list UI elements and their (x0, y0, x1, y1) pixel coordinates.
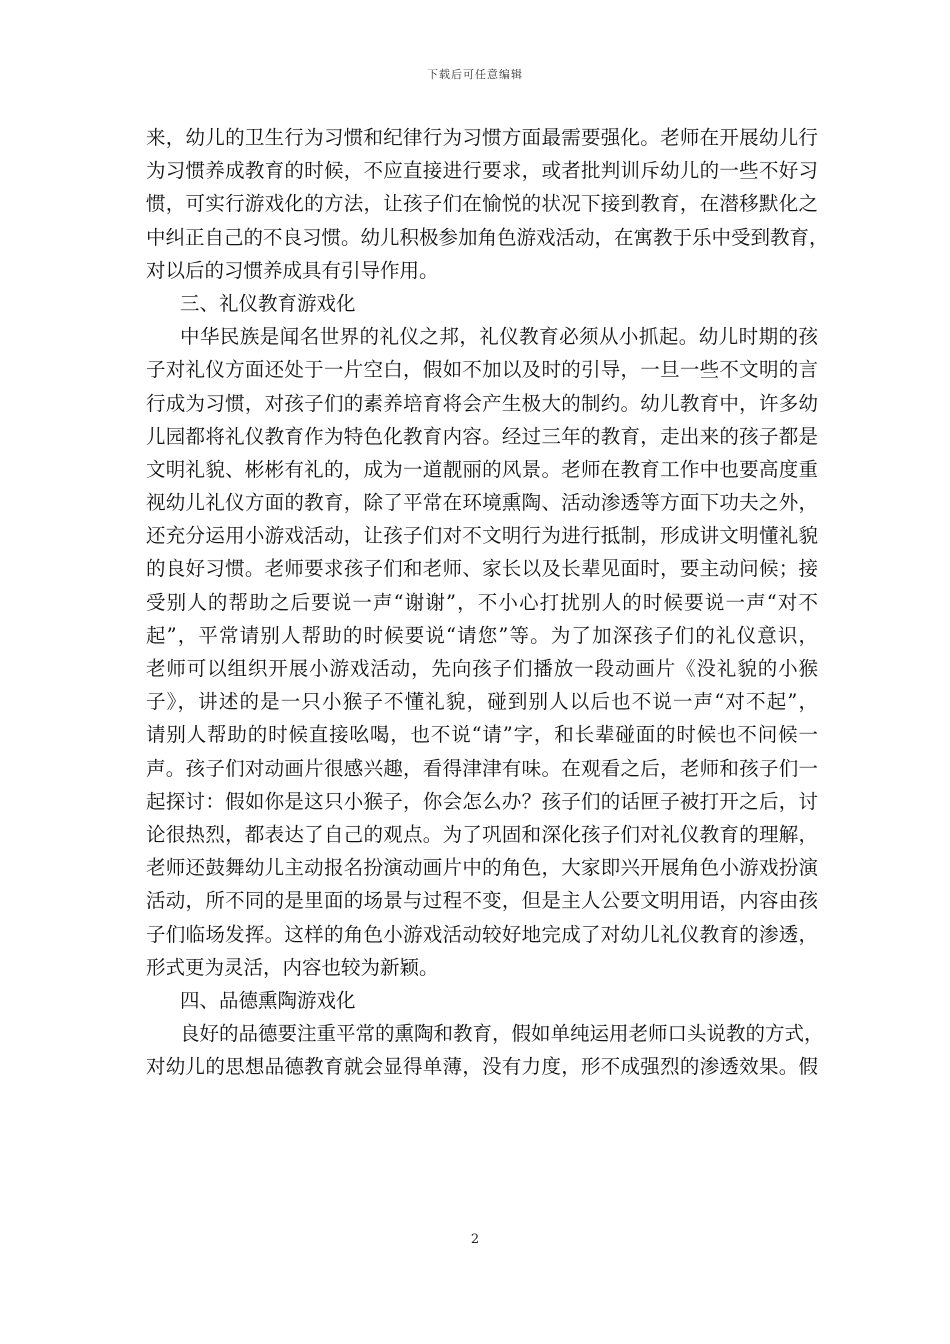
text-line: 受别人的帮助之后要说一声“谢谢”，不小心打扰别人的时候要说一声“对不 (146, 590, 818, 614)
text-line: 声。孩子们对动画片很感兴趣，看得津津有味。在观看之后，老师和孩子们一 (146, 756, 818, 780)
text-line: 还充分运用小游戏活动，让孩子们对不文明行为进行抵制，形成讲文明懂礼貌 (146, 524, 818, 548)
text-line: 行成为习惯，对孩子们的素养培育将会产生极大的制约。幼儿教育中，许多幼 (146, 391, 818, 415)
paragraph-first-line: 良好的品德要注重平常的熏陶和教育，假如单纯运用老师口头说教的方式， (180, 1022, 824, 1046)
text-line: 惯，可实行游戏化的方法，让孩子们在愉悦的状况下接到教育，在潜移默化之 (146, 192, 818, 216)
page-header: 下载后可任意编辑 (427, 68, 523, 81)
document-body (146, 121, 829, 1083)
text-line: 对幼儿的思想品德教育就会显得单薄，没有力度，形不成强烈的渗透效果。假 (146, 1055, 818, 1079)
text-line: 活动，所不同的是里面的场景与过程不变，但是主人公要文明用语，内容由孩 (146, 889, 818, 913)
text-line: 儿园都将礼仪教育作为特色化教育内容。经过三年的教育，走出来的孩子都是 (146, 424, 818, 448)
text-line: 子们临场发挥。这样的角色小游戏活动较好地完成了对幼儿礼仪教育的渗透， (146, 922, 818, 946)
text-line: 子对礼仪方面还处于一片空白，假如不加以及时的引导，一旦一些不文明的言 (146, 358, 818, 382)
text-line: 文明礼貌、彬彬有礼的，成为一道靓丽的风景。老师在教育工作中也要高度重 (146, 457, 818, 481)
text-line: 起探讨：假如你是这只小猴子，你会怎么办？孩子们的话匣子被打开之后，讨 (146, 789, 818, 813)
text-line: 论很热烈，都表达了自己的观点。为了巩固和深化孩子们对礼仪教育的理解， (146, 822, 818, 846)
text-line: 老师还鼓舞幼儿主动报名扮演动画片中的角色，大家即兴开展角色小游戏扮演 (146, 856, 818, 880)
text-line: 中纠正自己的不良习惯。幼儿积极参加角色游戏活动，在寓教于乐中受到教育， (146, 225, 829, 249)
text-line: 来，幼儿的卫生行为习惯和纪律行为习惯方面最需要强化。老师在开展幼儿行 (146, 126, 818, 149)
text-line: 为习惯养成教育的时候，不应直接进行要求，或者批判训斥幼儿的一些不好习 (146, 159, 818, 183)
page-number: 2 (470, 1232, 480, 1247)
text-line: 子》，讲述的是一只小猴子不懂礼貌，碰到别人以后也不说一声“对不起”， (146, 690, 818, 714)
text-line: 起”，平常请别人帮助的时候要说“请您”等。为了加深孩子们的礼仪意识， (146, 623, 818, 647)
text-line: 视幼儿礼仪方面的教育，除了平常在环境熏陶、活动渗透等方面下功夫之外， (146, 491, 818, 515)
text-line: 对以后的习惯养成具有引导作用。 (146, 258, 439, 282)
text-line: 的良好习惯。老师要求孩子们和老师、家长以及长辈见面时，要主动问候；接 (146, 557, 818, 581)
text-line: 形式更为灵活，内容也较为新颖。 (146, 955, 439, 979)
text-line: 请别人帮助的时候直接吆喝，也不说“请”字，和长辈碰面的时候也不问候一 (146, 723, 818, 747)
section-heading: 三、礼仪教育游戏化 (180, 291, 356, 315)
text-line: 老师可以组织开展小游戏活动，先向孩子们播放一段动画片《没礼貌的小猴 (146, 657, 818, 680)
paragraph-first-line: 中华民族是闻名世界的礼仪之邦，礼仪教育必须从小抓起。幼儿时期的孩 (180, 325, 818, 349)
section-heading: 四、品德熏陶游戏化 (180, 988, 356, 1012)
